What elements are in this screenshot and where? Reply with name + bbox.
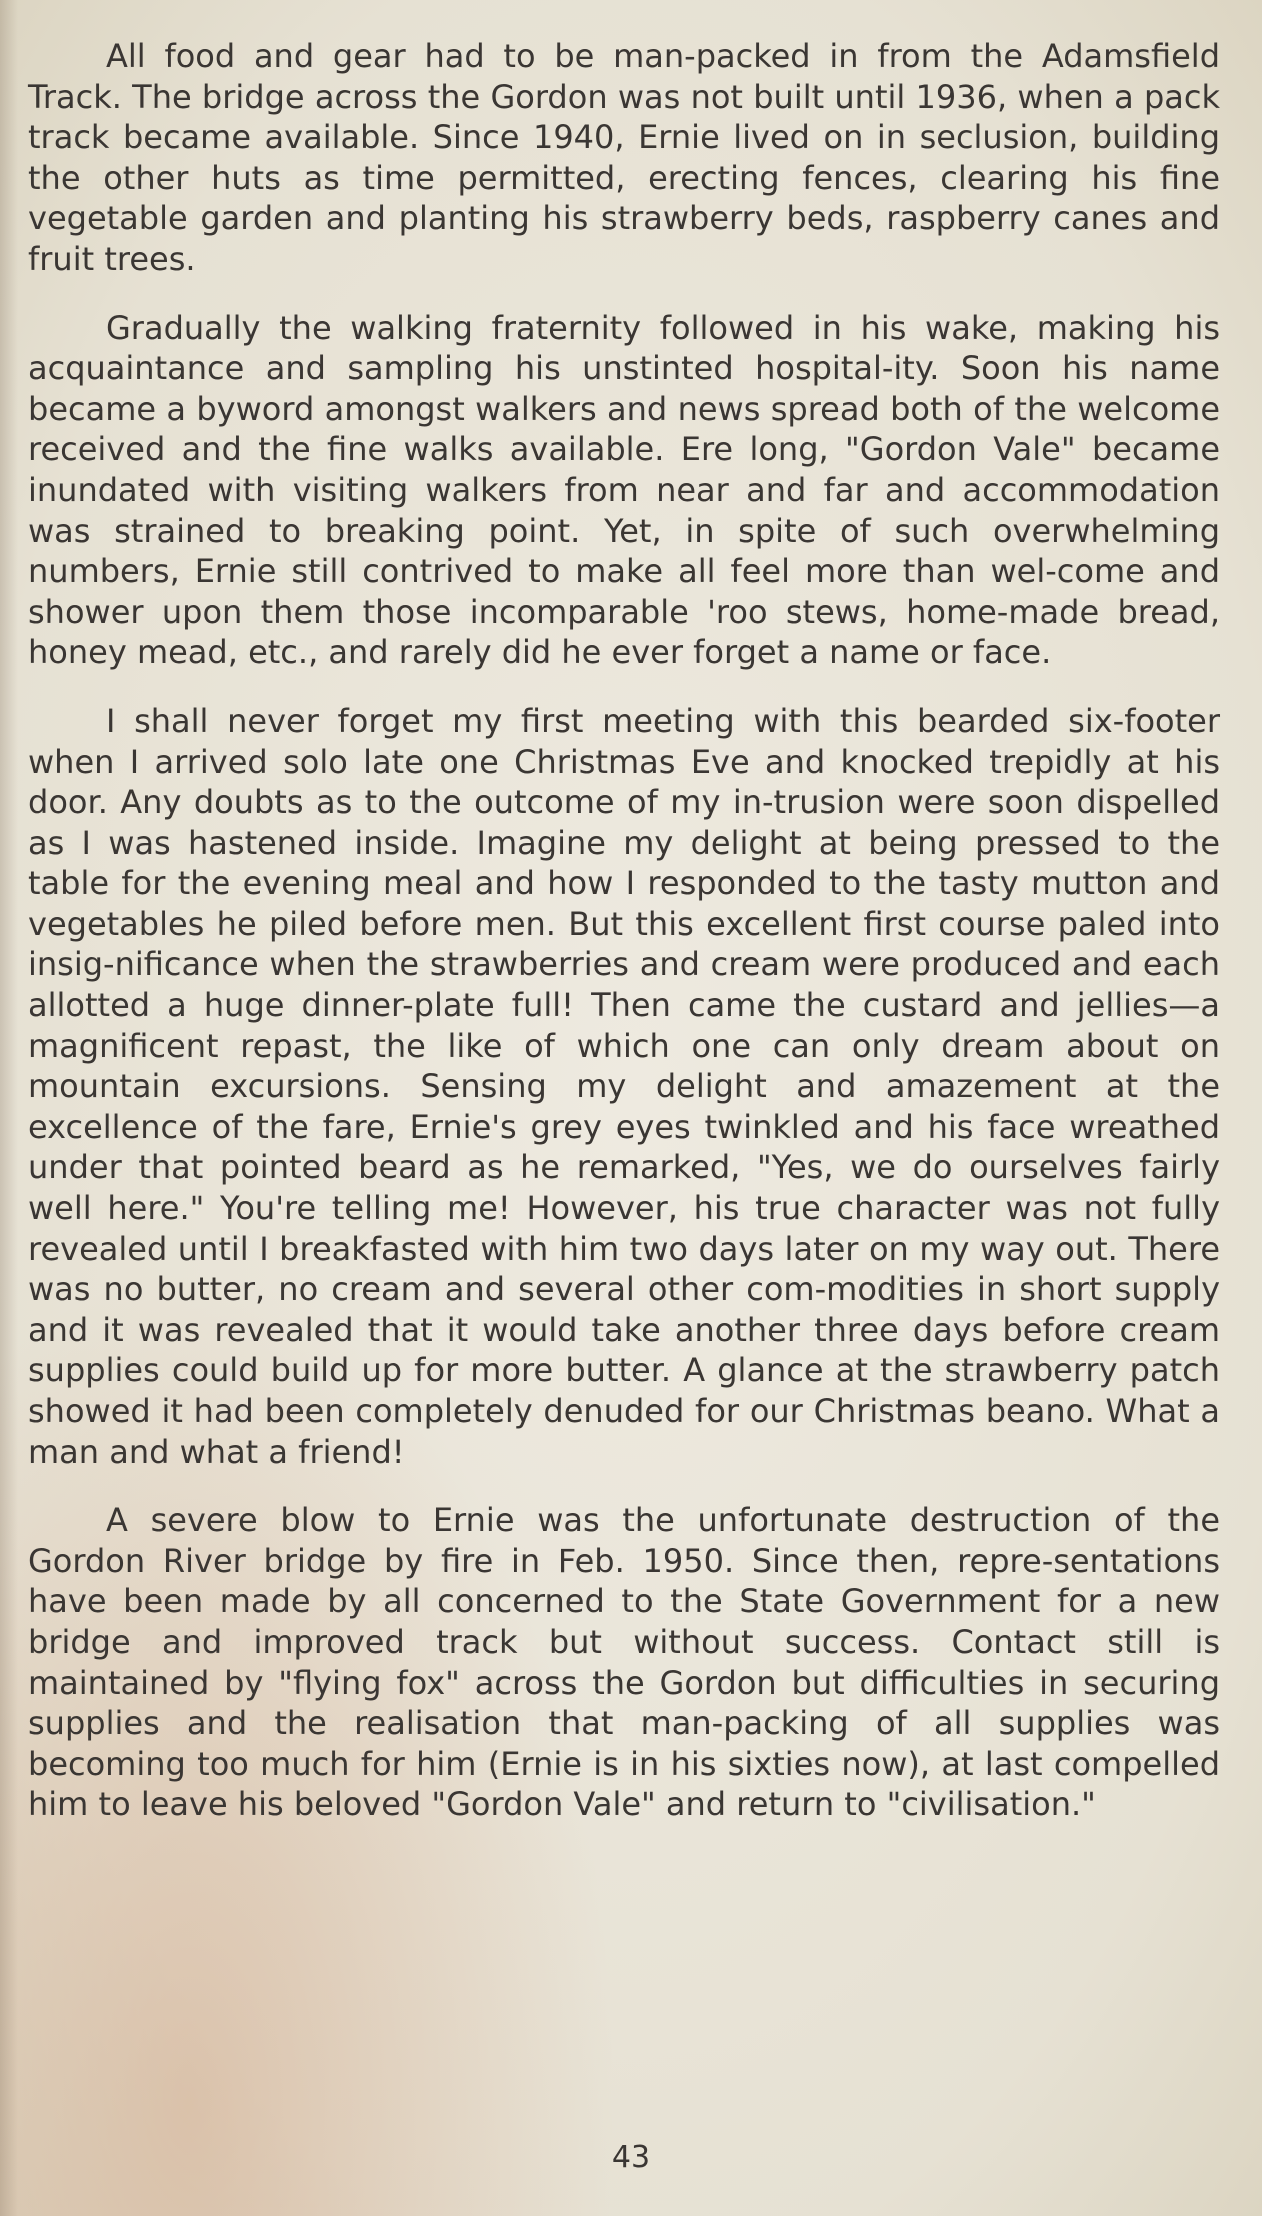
paragraph-2: Gradually the walking fraternity followed in his wake, making his acquaintance and sampling his unstinted hospital-ity. Soon his name became a byword amongst walkers and news spread both of the welcome received and the fine walks available. Ere long, "Gordon Vale" became inundated with visiting walkers from near and far and accommodation was strained to breaking point. Yet, in spite of such overwhelming numbers, Ernie still contrived to make all feel more than wel-come and shower upon them those incomparable 'roo stews, home-made bread, honey mead, etc., and rarely did he ever forget a name or face. <box>28 308 1220 672</box>
page-number: 43 <box>611 2140 651 2175</box>
page-spine-shadow <box>0 0 18 2216</box>
article-body <box>28 36 1220 1853</box>
paragraph-4: A severe blow to Ernie was the unfortunate destruction of the Gordon River bridge by fire in Feb. 1950. Since then, repre-sentations have been made by all concerned to the State Government for a new bridge and improved track but without success. Contact still is maintained by "flying fox" across the Gordon but difficulties in securing supplies and the realisation that man-packing of all supplies was becoming too much for him (Ernie is in his sixties now), at last compelled him to leave his beloved "Gordon Vale" and return to "civilisation." <box>28 1501 1220 1824</box>
paragraph-3: I shall never forget my first meeting with this bearded six-footer when I arrived solo late one Christmas Eve and knocked trepidly at his door. Any doubts as to the outcome of my in-trusion were soon dispelled as I was hastened inside. Imagine my delight at being pressed to the table for the evening meal and how I responded to the tasty mutton and vegetables he piled before men. But this excellent first course paled into insig-nificance when the strawberries and cream were produced and each allotted a huge dinner-plate full! Then came the custard and jellies—a magnificent repast, the like of which one can only dream about on mountain excursions. Sensing my delight and amazement at the excellence of the fare, Ernie's grey eyes twinkled and his face wreathed under that pointed beard as he remarked, "Yes, we do ourselves fairly well here." You're telling me! However, his true character was not fully revealed until I breakfasted with him two days later on my way out. There was no butter, no cream and several other com-modities in short supply and it was revealed that it would take another three days before cream supplies could build up for more butter. A glance at the strawberry patch showed it had been completely denuded for our Christmas beano. What a man and what a friend! <box>28 701 1220 1471</box>
paragraph-1: All food and gear had to be man-packed in from the Adamsfield Track. The bridge across the Gordon was not built until 1936, when a pack track became available. Since 1940, Ernie lived on in seclusion, building the other huts as time permitted, erecting fences, clearing his fine vegetable garden and planting his strawberry beds, raspberry canes and fruit trees. <box>28 37 1220 278</box>
